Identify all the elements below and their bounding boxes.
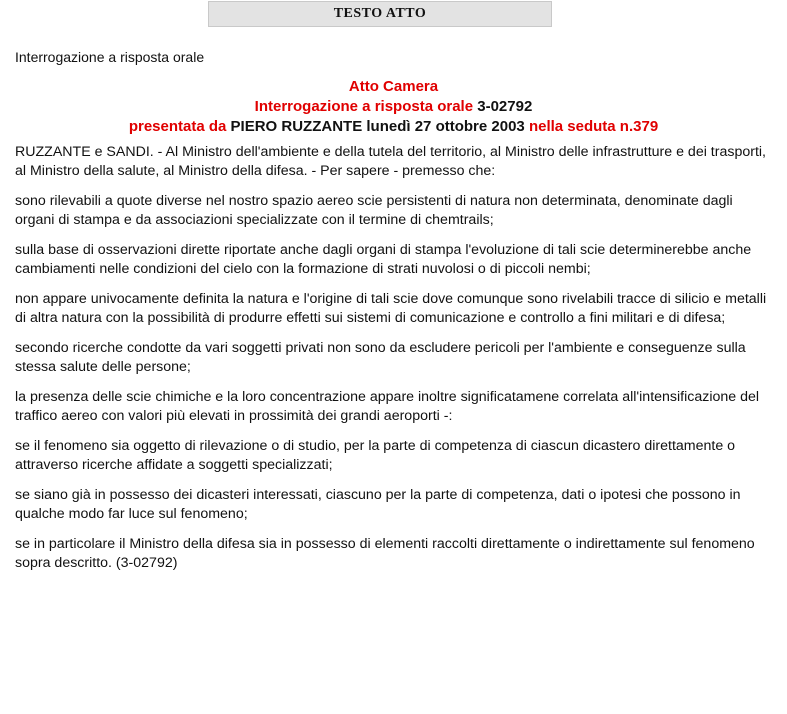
presented-by-label: presentata da [128, 118, 227, 135]
act-chamber: Atto Camera [348, 78, 439, 95]
act-heading [0, 77, 787, 137]
session-number: 379 [633, 118, 659, 135]
heading-line-1 [0, 77, 787, 97]
session-label: nella seduta n. [528, 118, 634, 135]
paragraph: sulla base di osservazioni dirette riportate anche dagli organi di stampa l'evoluzione di tali scie determinerebbe anche cambiamenti nelle condizioni del cielo con la formazione di strati nuvolosi o di piccoli nembi; [15, 242, 752, 277]
paragraph: non appare univocamente definita la natura e l'origine di tali scie dove comunque sono rivelabili tracce di silicio e metalli di altra natura con la possibilità di produrre effetti sui sistemi di comunicazione e controllo a fini militari e di difesa; [15, 291, 767, 326]
paragraph: secondo ricerche condotte da vari soggetti privati non sono da escludere pericoli per l'ambiente e conseguenze sulla stessa salute delle persone; [15, 340, 746, 375]
paragraph: se in particolare il Ministro della difesa sia in possesso di elementi raccolti direttamente o indirettamente sul fenomeno sopra descritto. (3-02792) [15, 536, 755, 571]
header-title: TESTO ATTO [333, 6, 427, 21]
heading-line-3 [0, 117, 787, 137]
heading-line-2 [0, 97, 787, 117]
paragraph: la presenza delle scie chimiche e la loro concentrazione appare inoltre significatamene correlata all'intensificazione del traffico aereo con valori più elevati in prossimità dei grandi aeroporti -: [15, 389, 760, 424]
document-type: Interrogazione a risposta orale [15, 49, 205, 65]
document-header-bar [208, 1, 552, 27]
paragraph: se siano già in possesso dei dicasteri interessati, ciascuno per la parte di competenza, dati o ipotesi che possono in qualche modo far luce sul fenomeno; [15, 487, 741, 522]
act-type-label: Interrogazione a risposta orale [254, 98, 474, 115]
author-and-date: PIERO RUZZANTE lunedì 27 ottobre 2003 [230, 118, 525, 135]
act-number: 3-02792 [477, 98, 533, 115]
paragraph: sono rilevabili a quote diverse nel nostro spazio aereo scie persistenti di natura non determinata, denominate dagli organi di stampa e da associazioni specializzate con il termine di chemtrails; [15, 193, 733, 228]
paragraph: RUZZANTE e SANDI. - Al Ministro dell'ambiente e della tutela del territorio, al Ministro delle infrastrutture e dei trasporti, al Ministro della salute, al Ministro della difesa. - Per sapere - premesso che: [15, 144, 766, 179]
paragraph: se il fenomeno sia oggetto di rilevazione o di studio, per la parte di competenza di ciascun dicastero direttamente o attraverso ricerche affidate a soggetti specializzati; [15, 438, 736, 473]
act-body [15, 143, 775, 584]
